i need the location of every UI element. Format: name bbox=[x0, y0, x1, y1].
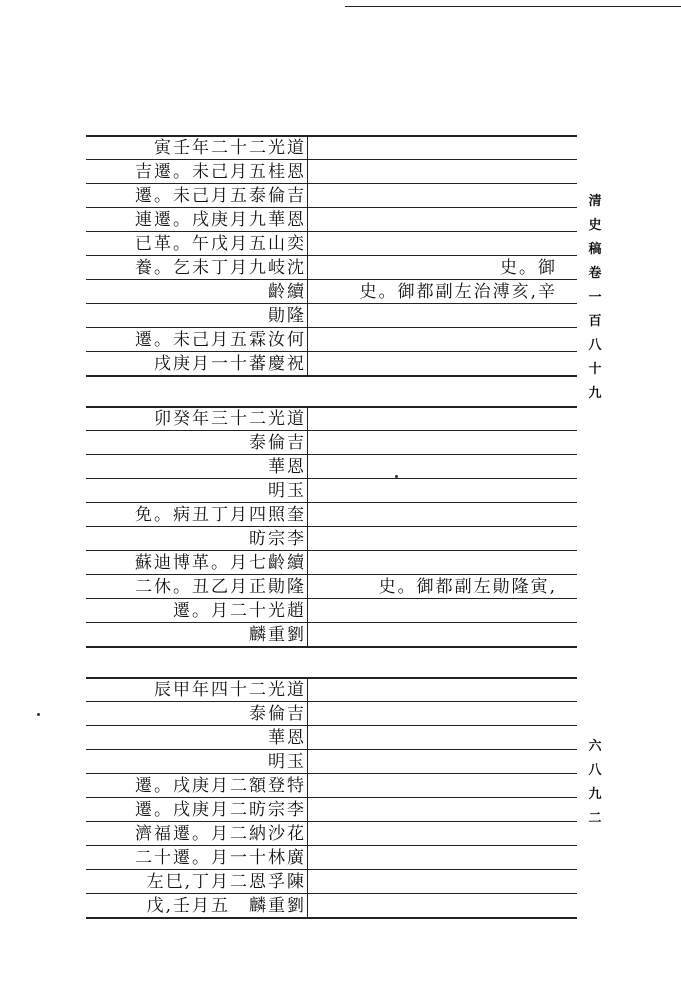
appointment-entry: 華恩 bbox=[268, 728, 306, 748]
book-title-char: 一 bbox=[588, 290, 602, 305]
table-section bbox=[86, 677, 577, 919]
appointment-entry: 辰甲年四十二光道 bbox=[154, 680, 306, 700]
book-title-char: 史 bbox=[588, 218, 602, 233]
table-row bbox=[86, 527, 577, 551]
table-row bbox=[86, 678, 577, 702]
appointment-entry: 泰倫吉 bbox=[249, 704, 306, 724]
appointment-entry: 明玉 bbox=[268, 481, 306, 501]
table-section bbox=[86, 135, 577, 377]
book-title-char: 九 bbox=[588, 386, 602, 401]
table-row bbox=[86, 328, 577, 352]
appointment-entry: 戊,壬月五 麟重劉 bbox=[146, 896, 306, 916]
book-title bbox=[586, 190, 604, 406]
table-row bbox=[86, 455, 577, 479]
book-title-char: 八 bbox=[588, 338, 602, 353]
book-title-char: 稿 bbox=[588, 242, 602, 257]
table-row bbox=[86, 599, 577, 623]
appointment-entry: 養。乞未丁月九岐沈 bbox=[135, 258, 306, 278]
page-number-char: 八 bbox=[588, 763, 602, 778]
book-title-char: 卷 bbox=[588, 266, 602, 281]
appointment-entry: 麟重劉 bbox=[249, 625, 306, 645]
book-title-char: 十 bbox=[588, 362, 602, 377]
appointment-entry: 二十遷。月一十林廣 bbox=[135, 848, 306, 868]
appointment-entry: 遷。未己月五泰倫吉 bbox=[135, 186, 306, 206]
page-number-char: 二 bbox=[588, 811, 602, 826]
table-row bbox=[86, 352, 577, 376]
table-row bbox=[86, 280, 577, 304]
appointment-entry: 左巳,丁月二恩孚陳 bbox=[146, 872, 306, 892]
appointment-entry: 連遷。戌庚月九華恩 bbox=[135, 210, 306, 230]
book-title-char: 清 bbox=[588, 194, 602, 209]
table-row bbox=[86, 846, 577, 870]
appointment-entry: 吉遷。未己月五桂恩 bbox=[135, 162, 306, 182]
table-row bbox=[86, 184, 577, 208]
table-row bbox=[86, 702, 577, 726]
table-row bbox=[86, 431, 577, 455]
table-row bbox=[86, 304, 577, 328]
appointment-entry: 遷。未己月五霖汝何 bbox=[135, 330, 306, 350]
table-row bbox=[86, 136, 577, 160]
table-row bbox=[86, 256, 577, 280]
appointment-entry: 泰倫吉 bbox=[249, 433, 306, 453]
appointment-entry: 遷。戌庚月二額登特 bbox=[135, 776, 306, 796]
appointment-entry: 寅壬年二十二光道 bbox=[154, 138, 306, 158]
appointment-entry: 遷。月二十光趙 bbox=[173, 601, 306, 621]
page-number bbox=[586, 735, 604, 831]
page-number-char: 六 bbox=[588, 739, 602, 754]
table-section bbox=[86, 406, 577, 648]
table-row bbox=[86, 551, 577, 575]
book-title-char: 百 bbox=[588, 314, 602, 329]
censor-entry: 史。御都副左治溥亥,辛 bbox=[359, 282, 557, 302]
appointment-entry: 已革。午戊月五山奕 bbox=[135, 234, 306, 254]
appointment-entry: 卯癸年三十二光道 bbox=[154, 409, 306, 429]
table-row bbox=[86, 750, 577, 774]
appointment-entry: 勛隆 bbox=[268, 306, 306, 326]
appointment-entry: 二休。丑乙月正勛隆 bbox=[135, 577, 306, 597]
page-number-char: 九 bbox=[588, 787, 602, 802]
table-row bbox=[86, 798, 577, 822]
table-row bbox=[86, 575, 577, 599]
table-row bbox=[86, 726, 577, 750]
table-row bbox=[86, 822, 577, 846]
censor-entry: 史。御都副左勛隆寅, bbox=[378, 577, 557, 597]
censor-entry: 史。御 bbox=[500, 258, 557, 278]
appointment-entry: 遷。戌庚月二昉宗李 bbox=[135, 800, 306, 820]
table-row bbox=[86, 503, 577, 527]
table-row bbox=[86, 774, 577, 798]
table-row bbox=[86, 407, 577, 431]
appointment-entry: 華恩 bbox=[268, 457, 306, 477]
appointment-entry: 免。病丑丁月四照奎 bbox=[135, 505, 306, 525]
appointment-entry: 明玉 bbox=[268, 752, 306, 772]
top-rule bbox=[345, 6, 681, 7]
table-row bbox=[86, 232, 577, 256]
table-row bbox=[86, 623, 577, 647]
appointment-entry: 昉宗李 bbox=[249, 529, 306, 549]
appointment-entry: 蘇迪博革。月七齡續 bbox=[135, 553, 306, 573]
ink-speck bbox=[395, 475, 398, 478]
table-row bbox=[86, 479, 577, 503]
table-row bbox=[86, 160, 577, 184]
table-row bbox=[86, 870, 577, 894]
table-row bbox=[86, 208, 577, 232]
appointment-entry: 戌庚月一十蕃慶祝 bbox=[154, 354, 306, 374]
appointment-entry: 濟福遷。月二納沙花 bbox=[135, 824, 306, 844]
appointment-entry: 齡續 bbox=[268, 282, 306, 302]
table-row bbox=[86, 894, 577, 918]
ink-speck bbox=[37, 713, 40, 716]
